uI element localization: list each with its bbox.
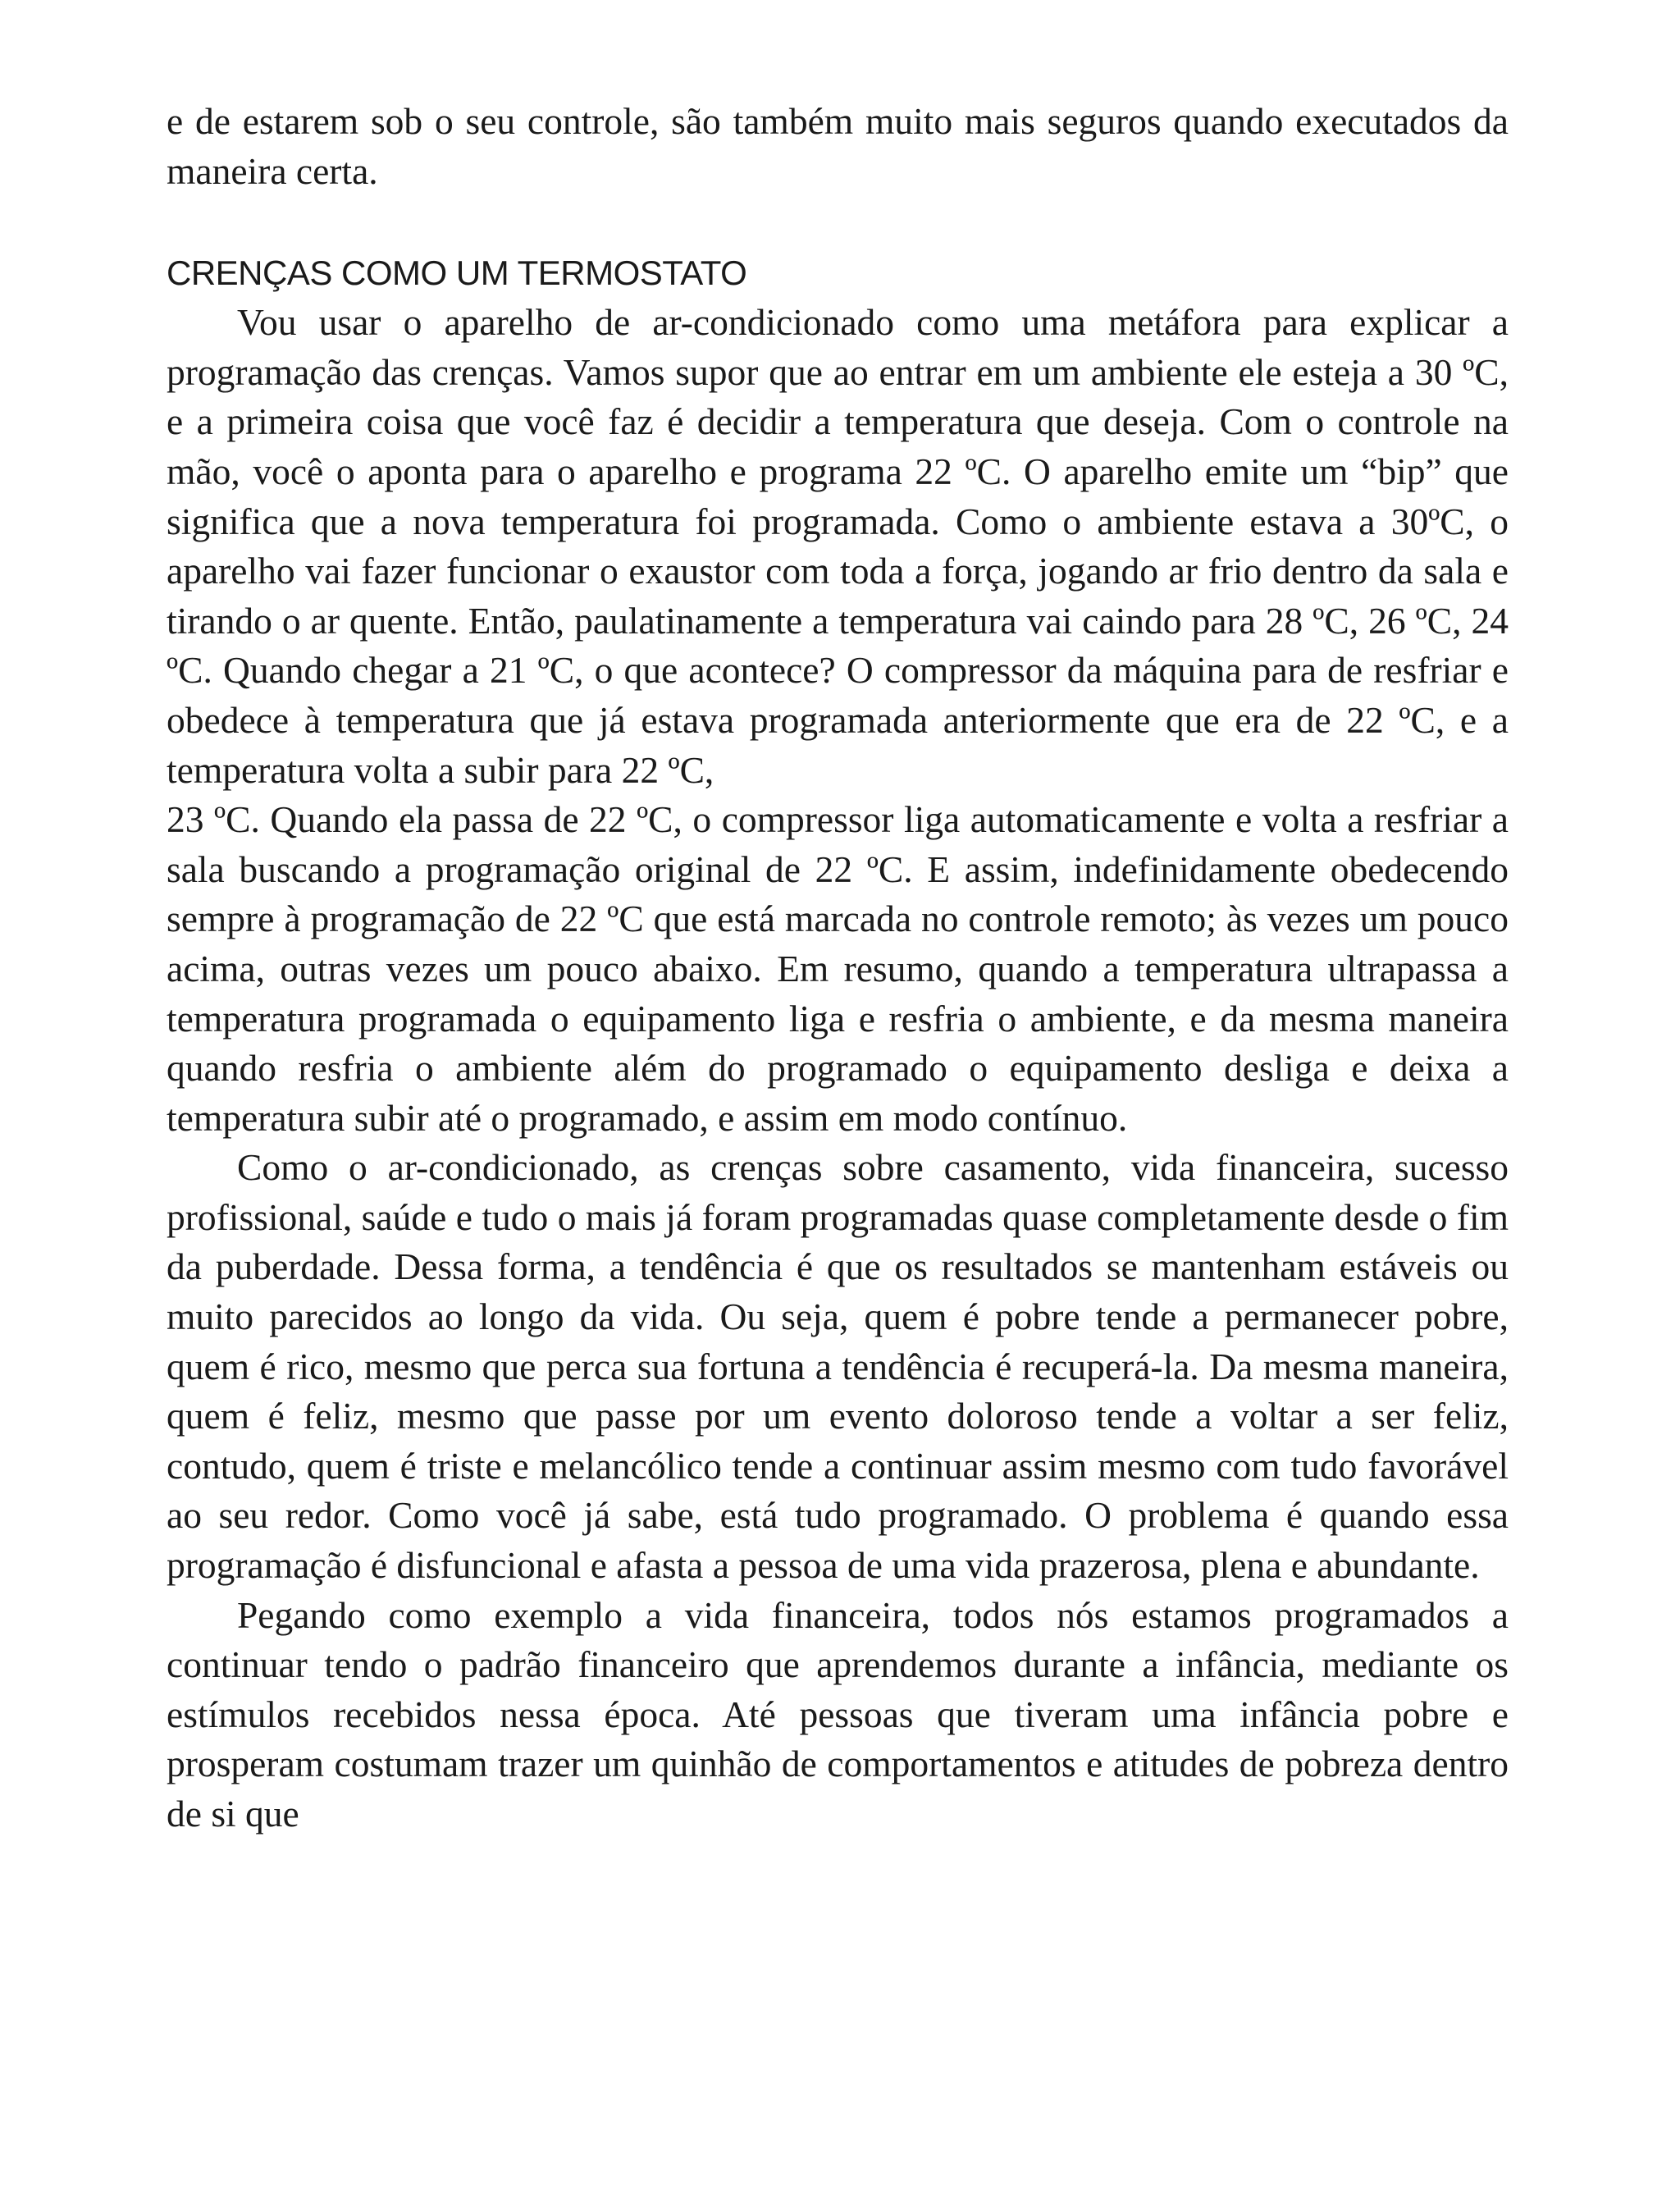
continuation-paragraph: e de estarem sob o seu controle, são também muito mais seguros quando executados da maneira certa.: [167, 100, 1509, 192]
section-spacer: [167, 196, 1509, 249]
section-heading: CRENÇAS COMO UM TERMOSTATO: [167, 254, 747, 293]
page-body: [167, 97, 1509, 1839]
paragraph-beliefs-programmed: Como o ar-condicionado, as crenças sobre casamento, vida financeira, sucesso profissional, saúde e tudo o mais já foram programadas quase completamente desde o fim da puberdade. Dessa forma, a tendência é que os resultados se mantenham estáveis ou muito parecidos ao longo da vida. Ou seja, quem é pobre tende a permanecer pobre, quem é rico, mesmo que perca sua fortuna a tendência é recuperá-la. Da mesma maneira, quem é feliz, mesmo que passe por um evento doloroso tende a voltar a ser feliz, contudo, quem é triste e melancólico tende a continuar assim mesmo com tudo favorável ao seu redor. Como você já sabe, está tudo programado. O problema é quando essa programação é disfuncional e afasta a pessoa de uma vida prazerosa, plena e abundante.: [167, 1146, 1509, 1587]
paragraph-thermostat-continuation: 23 ºC. Quando ela passa de 22 ºC, o compressor liga automaticamente e volta a resfriar a sala buscando a programação original de 22 ºC. E assim, indefinidamente obedecendo sempre à programação de 22 ºC que está marcada no controle remoto; às vezes um pouco acima, outras vezes um pouco abaixo. Em resumo, quando a temperatura ultrapassa a temperatura programada o equipamento liga e resfria o ambiente, e da mesma maneira quando resfria o ambiente além do programado o equipamento desliga e deixa a temperatura subir até o programado, e assim em modo contínuo.: [167, 798, 1509, 1139]
paragraph-thermostat-metaphor: Vou usar o aparelho de ar-condicionado como uma metáfora para explicar a programação das crenças. Vamos supor que ao entrar em um ambiente ele esteja a 30 ºC, e a primeira coisa que você faz é decidir a temperatura que deseja. Com o controle na mão, você o aponta para o aparelho e programa 22 ºC. O aparelho emite um “bip” que significa que a nova temperatura foi programada. Como o ambiente estava a 30ºC, o aparelho vai fazer funcionar o exaustor com toda a força, jogando ar frio dentro da sala e tirando o ar quente. Então, paulatinamente a temperatura vai caindo para 28 ºC, 26 ºC, 24 ºC. Quando chegar a 21 ºC, o que acontece? O compressor da máquina para de resfriar e obedece à temperatura que já estava programada anteriormente que era de 22 ºC, e a temperatura volta a subir para 22 ºC,: [167, 301, 1509, 791]
paragraph-financial-example: Pegando como exemplo a vida financeira, todos nós estamos programados a continuar tendo o padrão financeiro que aprendemos durante a infância, mediante os estímulos recebidos nessa época. Até pessoas que tiveram uma infância pobre e prosperam costumam trazer um quinhão de comportamentos e atitudes de pobreza dentro de si que: [167, 1593, 1509, 1835]
